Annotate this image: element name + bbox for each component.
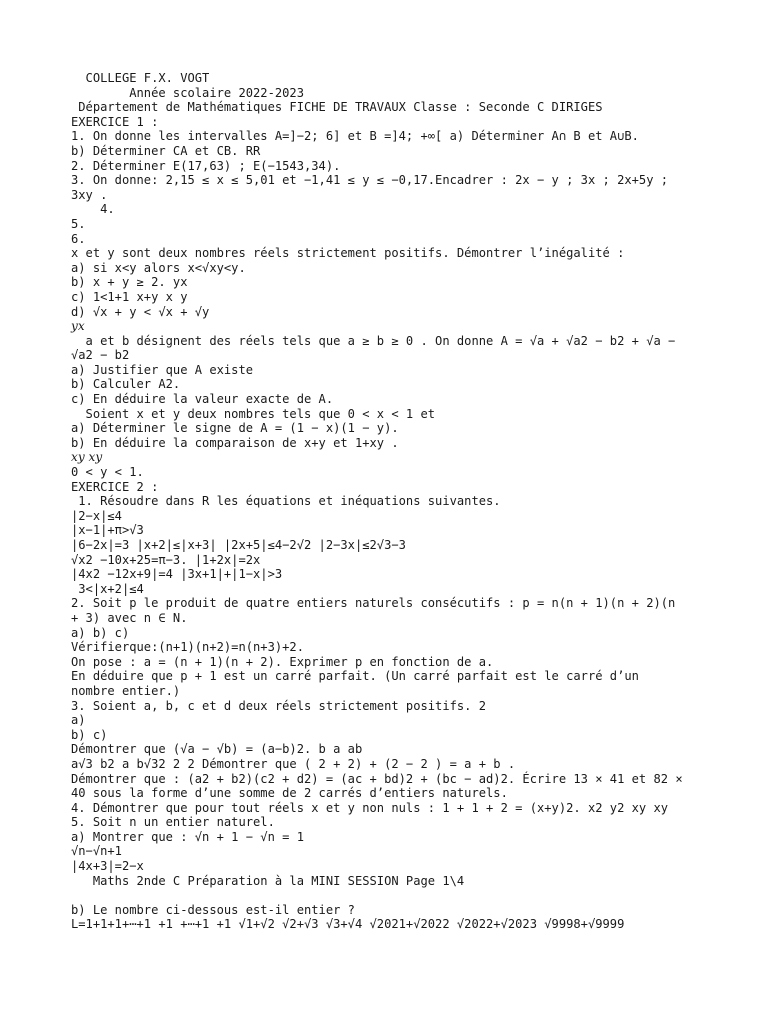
ex1-line: 3. On donne: 2,15 ≤ x ≤ 5,01 et −1,41 ≤ y ≤ −0,17.Encadrer : 2x − y ; 3x ; 2x+5y ; xyxy=(71,173,669,188)
ex2-line: 3. Soient a, b, c et d deux réels strictement positifs. 2 xyxy=(71,698,487,713)
ex1-line: 2. Déterminer E(17,63) ; E(−1543,34). xyxy=(71,158,341,173)
ex2-line: nombre entier.) xyxy=(71,683,181,698)
ex1-line: x et y sont deux nombres réels strictement positifs. Démontrer l’inégalité : xyxy=(71,246,625,261)
ex1-line: 3xy . xyxy=(71,187,108,202)
exercise-1 xyxy=(71,115,751,480)
school-year: Année scolaire 2022-2023 xyxy=(71,85,304,100)
blank-line xyxy=(71,888,751,903)
ex2-line: 2. Soit p le produit de quatre entiers naturels consécutifs : p = n(n + 1)(n + 2)(n xyxy=(71,596,676,611)
ex2-line: L=1+1+1+⋯+1 +1 +⋯+1 +1 √1+√2 √2+√3 √3+√4 √2021+√2022 √2022+√2023 √9998+√9999 xyxy=(71,917,625,932)
ex2-line: On pose : a = (n + 1)(n + 2). Exprimer p en fonction de a. xyxy=(71,654,494,669)
ex1-line: Soient x et y deux nombres tels que 0 < x < 1 et xyxy=(71,406,436,421)
ex1-line: √a2 − b2 xyxy=(71,348,130,363)
ex2-line: En déduire que p + 1 est un carré parfait. (Un carré parfait est le carré d’un xyxy=(71,669,639,684)
ex1-line: b) x + y ≥ 2. yx xyxy=(71,275,188,290)
ex1-line: a) Justifier que A existe xyxy=(71,362,254,377)
ex1-line: 4. xyxy=(71,202,115,217)
school-name: COLLEGE F.X. VOGT xyxy=(71,71,210,85)
ex2-line: a) b) c) xyxy=(71,625,130,640)
exercise-2 xyxy=(71,480,751,932)
ex2-line: 40 sous la forme d’une somme de 2 carrés d’entiers naturels. xyxy=(71,786,508,801)
ex1-line: xy xy xyxy=(71,450,103,465)
ex2-line: |2−x|≤4 xyxy=(71,508,122,523)
ex1-line: a) si x<y alors x<√xy<y. xyxy=(71,260,246,275)
ex1-line: b) Calculer A2. xyxy=(71,377,181,392)
ex1-line: 1. On donne les intervalles A=]−2; 6] et B =]4; +∞[ a) Déterminer A∩ B et A∪B. xyxy=(71,129,639,144)
ex1-line: c) En déduire la valeur exacte de A. xyxy=(71,392,334,407)
ex1-line: 5. xyxy=(71,216,86,231)
ex2-line: √n−√n+1 xyxy=(71,844,122,859)
ex1-line: 0 < y < 1. xyxy=(71,465,144,480)
exercise-2-title: EXERCICE 2 : xyxy=(71,479,159,494)
page-footer: Maths 2nde C Préparation à la MINI SESSION Page 1\4 xyxy=(71,873,465,888)
ex1-line: b) Déterminer CA et CB. RR xyxy=(71,143,261,158)
ex2-line: Démontrer que : (a2 + b2)(c2 + d2) = (ac + bd)2 + (bc − ad)2. Écrire 13 × 41 et 82 × xyxy=(71,771,683,786)
ex2-line: 3<|x+2|≤4 xyxy=(71,581,144,596)
ex1-line: a) Déterminer le signe de A = (1 − x)(1 − y). xyxy=(71,421,399,436)
ex2-line: a) xyxy=(71,713,86,728)
ex2-line: |4x+3|=2−x xyxy=(71,859,144,874)
ex2-line: + 3) avec n ∈ N. xyxy=(71,610,188,625)
ex2-line: 4. Démontrer que pour tout réels x et y non nuls : 1 + 1 + 2 = (x+y)2. x2 y2 xy xy xyxy=(71,800,669,815)
ex1-line: c) 1<1+1 x+y x y xyxy=(71,289,188,304)
ex2-line: 5. Soit n un entier naturel. xyxy=(71,815,275,830)
ex2-line: a√3 b2 a b√32 2 2 Démontrer que ( 2 + 2) + (2 − 2 ) = a + b . xyxy=(71,756,516,771)
exercise-1-title: EXERCICE 1 : xyxy=(71,114,159,129)
ex2-line: Vérifierque:(n+1)(n+2)=n(n+3)+2. xyxy=(71,640,304,655)
document-page xyxy=(71,71,751,932)
ex2-line: |6−2x|=3 |x+2|≤|x+3| |2x+5|≤4−2√2 |2−3x|≤2√3−3 xyxy=(71,538,406,552)
ex1-line: b) En déduire la comparaison de x+y et 1+xy . xyxy=(71,435,399,450)
ex1-line: yx xyxy=(71,319,85,334)
department-line: Département de Mathématiques FICHE DE TRAVAUX Classe : Seconde C DIRIGES xyxy=(71,100,603,115)
ex1-line: d) √x + y < √x + √y xyxy=(71,304,210,319)
ex2-line: |x−1|+π>√3 xyxy=(71,523,144,538)
ex2-line: b) c) xyxy=(71,727,108,742)
ex2-line: √x2 −10x+25=π−3. |1+2x|=2x xyxy=(71,552,261,567)
ex2-line: a) Montrer que : √n + 1 − √n = 1 xyxy=(71,829,304,844)
ex1-line: 6. xyxy=(71,231,86,246)
header-block xyxy=(71,71,751,115)
ex2-line: Démontrer que (√a − √b) = (a−b)2. b a ab xyxy=(71,742,363,757)
ex2-line: b) Le nombre ci-dessous est-il entier ? xyxy=(71,902,355,917)
ex2-line: |4x2 −12x+9|=4 |3x+1|+|1−x|>3 xyxy=(71,567,283,582)
ex2-line: 1. Résoudre dans R les équations et inéquations suivantes. xyxy=(71,494,501,509)
ex1-line: a et b désignent des réels tels que a ≥ b ≥ 0 . On donne A = √a + √a2 − b2 + √a − xyxy=(71,333,676,348)
